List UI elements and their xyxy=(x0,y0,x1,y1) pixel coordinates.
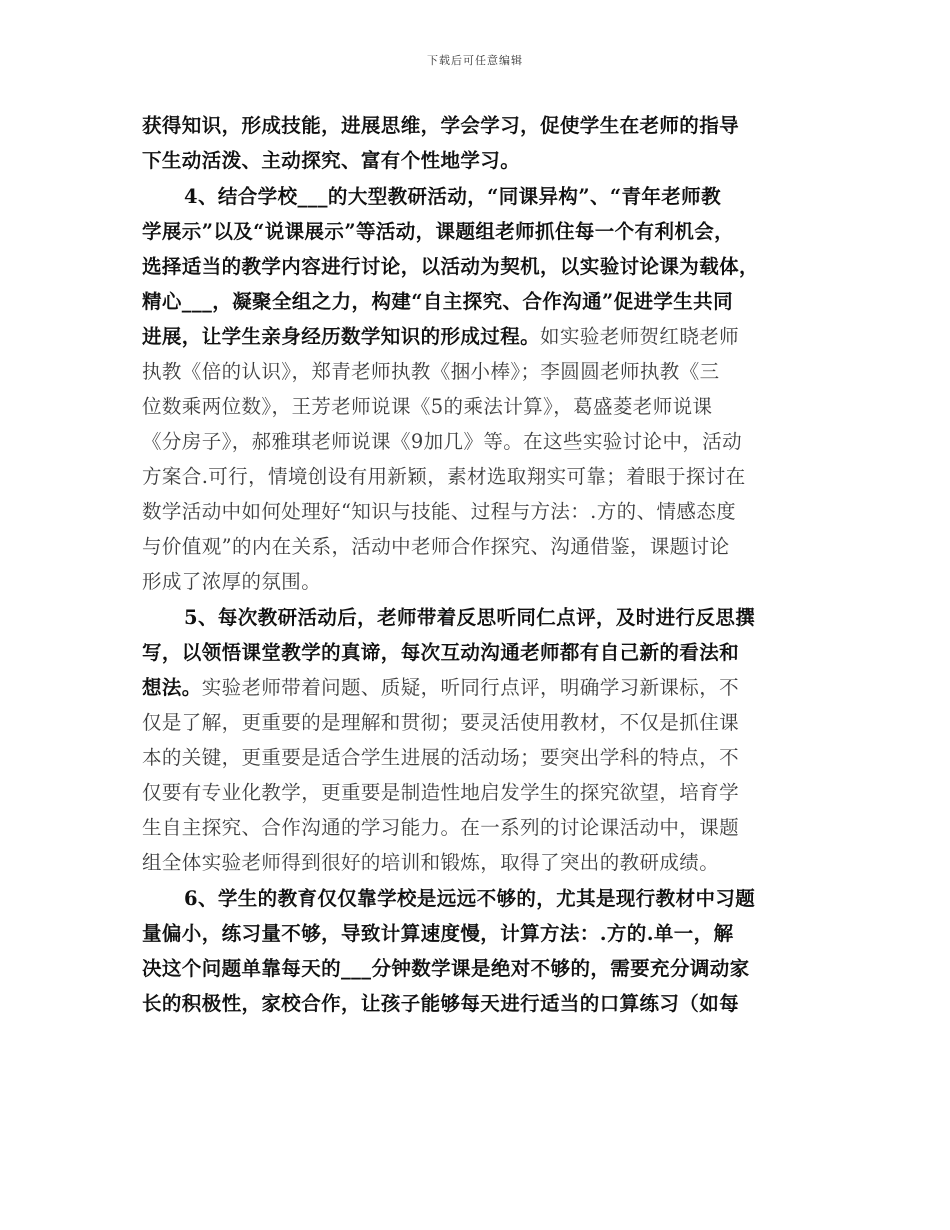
normal-text: 生自主探究、合作沟通的学习能力。在一系列的讨论课活动中，课题 xyxy=(142,816,740,839)
text-line xyxy=(142,529,810,564)
normal-text: 本的关键，更重要是适合学生进展的活动场；要突出学科的特点，不 xyxy=(142,746,740,769)
bold-text: 6、学生的教育仅仅靠学校是远远不够的，尤其是现行教材中习题 xyxy=(184,887,756,910)
bold-text: 5、每次教研活动后，老师带着反思听同仁点评，及时进行反思撰 xyxy=(184,606,756,629)
text-line xyxy=(142,986,810,1021)
normal-text: 数学活动中如何处理好“知识与技能、过程与方法：.方的、情感态度 xyxy=(142,500,737,523)
normal-text: 《分房子》，郝雅琪老师说课《9加几》等。在这些实验讨论中，活动 xyxy=(142,430,743,453)
normal-text: 与价值观”的内在关系，活动中老师合作探究、沟通借鉴，课题讨论 xyxy=(142,535,730,558)
text-line xyxy=(142,810,810,845)
bold-text: 长的积极性，家校合作，让孩子能够每天进行适当的口算练习（如每 xyxy=(142,992,740,1015)
paragraph-4-start xyxy=(142,179,810,214)
text-line xyxy=(142,424,810,459)
normal-text: 执教《倍的认识》，郑青老师执教《捆小棒》；李圆圆老师执教《三 xyxy=(142,360,720,383)
text-line xyxy=(142,284,810,319)
bold-text: 学展示”以及“说课展示”等活动，课题组老师抓住每一个有利机会， xyxy=(142,220,735,243)
text-line xyxy=(142,705,810,740)
text-line xyxy=(142,459,810,494)
normal-text: 实验老师带着问题、质疑，听同行点评，明确学习新课标，不 xyxy=(201,676,740,699)
bold-text: 决这个问题单靠每天的___分钟数学课是绝对不够的，需要充分调动家 xyxy=(142,957,750,980)
normal-text: 如实验老师贺红晓老师 xyxy=(540,325,740,348)
text-line xyxy=(142,108,810,143)
bold-text: 获得知识，形成技能，进展思维，学会学习，促使学生在老师的指导 xyxy=(142,114,740,137)
text-line xyxy=(142,916,810,951)
normal-text: 方案合.可行，情境创设有用新颖，素材选取翔实可靠；着眼于探讨在 xyxy=(142,465,746,488)
text-line xyxy=(142,494,810,529)
text-line xyxy=(142,143,810,178)
text-line xyxy=(142,845,810,880)
normal-text: 形成了浓厚的氛围。 xyxy=(142,570,322,593)
document-body xyxy=(142,108,810,1021)
text-line xyxy=(142,564,810,599)
bold-text: 进展，让学生亲身经历数学知识的形成过程。 xyxy=(142,325,541,348)
bold-text: 精心___，凝聚全组之力，构建“自主探究、合作沟通”促进学生共同 xyxy=(142,290,733,313)
text-line xyxy=(142,670,810,705)
bold-text: 想法。 xyxy=(142,676,202,699)
text-line xyxy=(142,319,810,354)
normal-text: 位数乘两位数》，王芳老师说课《5的乘法计算》，葛盛菱老师说课 xyxy=(142,395,713,418)
bold-text: 量偏小，练习量不够，导致计算速度慢，计算方法：.方的.单一，解 xyxy=(142,922,734,945)
text-line xyxy=(142,635,810,670)
paragraph-6-start xyxy=(142,881,810,916)
text-line xyxy=(142,951,810,986)
bold-text: 选择适当的教学内容进行讨论，以活动为契机，以实验讨论课为载体， xyxy=(142,255,759,278)
bold-text: 写，以领悟课堂教学的真谛，每次互动沟通老师都有自己新的看法和 xyxy=(142,641,740,664)
text-line xyxy=(142,249,810,284)
bold-text: 4、结合学校___的大型教研活动，“同课异构”、“青年老师教 xyxy=(184,185,721,208)
text-line xyxy=(142,775,810,810)
text-line xyxy=(142,354,810,389)
normal-text: 仅是了解，更重要的是理解和贯彻；要灵活使用教材，不仅是抓住课 xyxy=(142,711,740,734)
bold-text: 下生动活泼、主动探究、富有个性地学习。 xyxy=(142,149,521,172)
normal-text: 组全体实验老师得到很好的培训和锻炼，取得了突出的教研成绩。 xyxy=(142,851,720,874)
normal-text: 仅要有专业化教学，更重要是制造性地启发学生的探究欲望，培育学 xyxy=(142,781,740,804)
page-header: 下载后可任意编辑 xyxy=(427,54,523,67)
text-line xyxy=(142,214,810,249)
paragraph-5-start xyxy=(142,600,810,635)
text-line xyxy=(142,389,810,424)
text-line xyxy=(142,740,810,775)
